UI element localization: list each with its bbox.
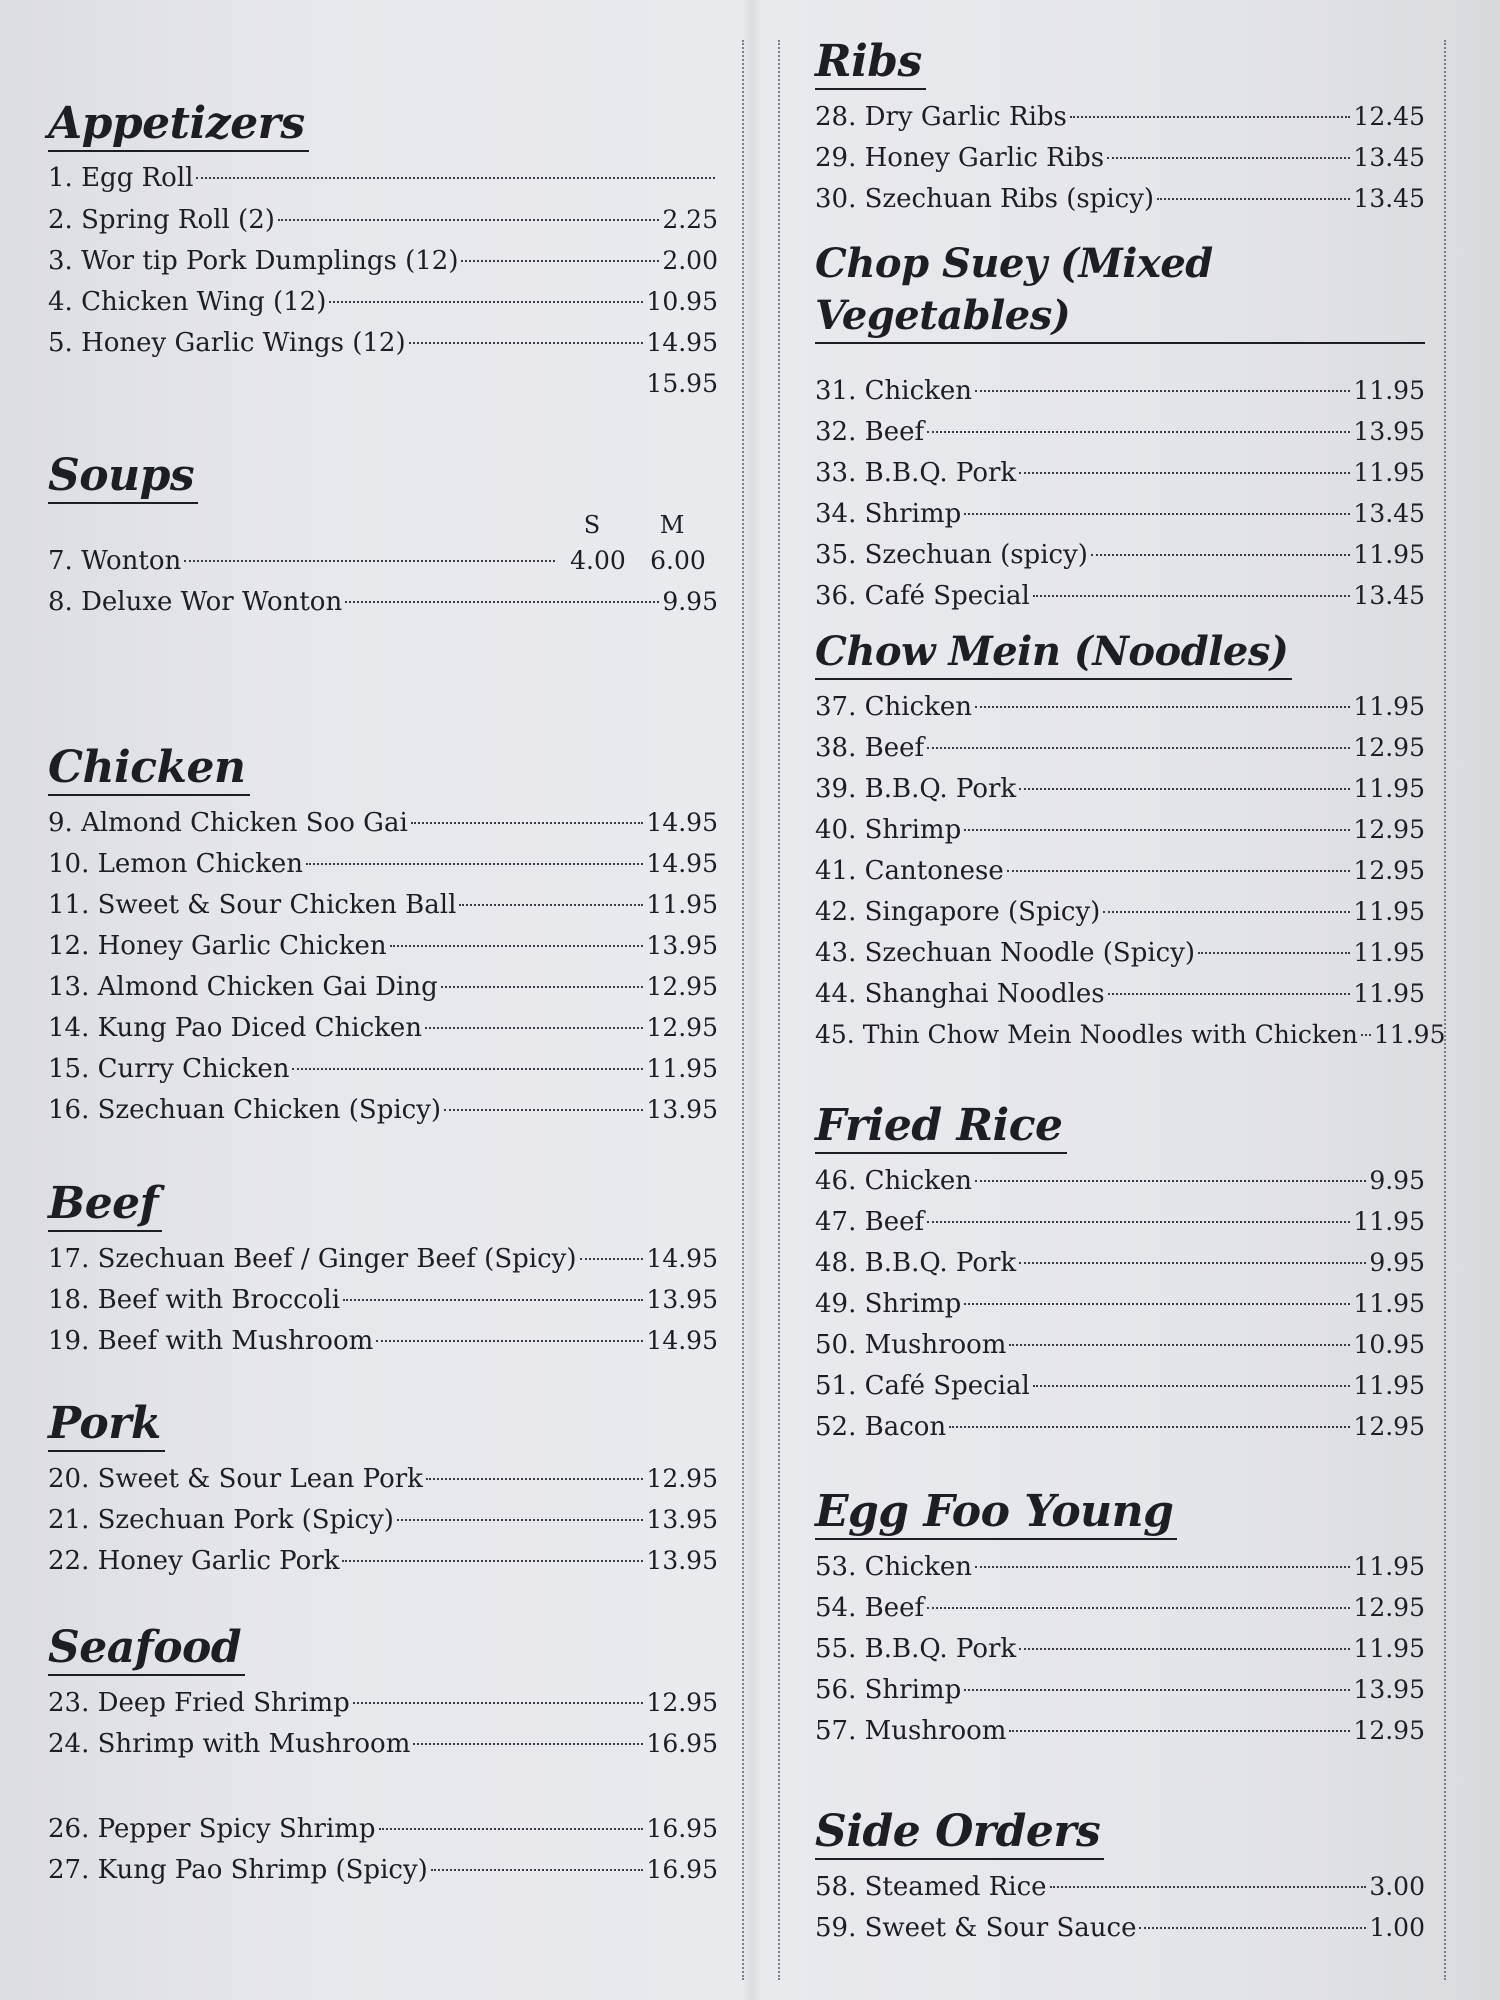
menu-item: 15.95 (646, 369, 718, 398)
menu-item: 33. B.B.Q. Pork 11.95 (815, 458, 1425, 488)
menu-item: 39. B.B.Q. Pork 11.95 (815, 774, 1425, 804)
menu-item: 19. Beef with Mushroom 14.95 (48, 1326, 718, 1356)
menu-item: 18. Beef with Broccoli 13.95 (48, 1285, 718, 1315)
menu-item: 9. Almond Chicken Soo Gai 14.95 (48, 808, 718, 838)
menu-item: 34. Shrimp 13.45 (815, 499, 1425, 529)
menu-item: 50. Mushroom 10.95 (815, 1330, 1425, 1360)
menu-item: 28. Dry Garlic Ribs 12.45 (815, 102, 1425, 132)
menu-item: 27. Kung Pao Shrimp (Spicy) 16.95 (48, 1855, 718, 1885)
menu-item: 21. Szechuan Pork (Spicy) 13.95 (48, 1505, 718, 1535)
section-soups (48, 450, 718, 622)
menu-item: 3. Wor tip Pork Dumplings (12) 2.00 (48, 246, 718, 276)
menu-item: 12. Honey Garlic Chicken 13.95 (48, 931, 718, 961)
section-title: Chicken (48, 742, 250, 796)
menu-item: 8. Deluxe Wor Wonton 9.95 (48, 587, 718, 617)
menu-item: 23. Deep Fried Shrimp 12.95 (48, 1688, 718, 1718)
menu-item: 15. Curry Chicken 11.95 (48, 1054, 718, 1084)
menu-item: 24. Shrimp with Mushroom 16.95 (48, 1729, 718, 1759)
menu-item: 30. Szechuan Ribs (spicy) 13.45 (815, 184, 1425, 214)
menu-item: 53. Chicken 11.95 (815, 1552, 1425, 1582)
section-chow-mein (815, 626, 1446, 1055)
section-pork (48, 1398, 718, 1581)
menu-item: 32. Beef 13.95 (815, 417, 1425, 447)
column-divider-right (778, 40, 780, 1980)
section-chicken (48, 742, 718, 1130)
menu-item: 26. Pepper Spicy Shrimp 16.95 (48, 1814, 718, 1844)
page-edge-rule (1444, 40, 1446, 1980)
menu-item: 5. Honey Garlic Wings (12) 14.95 (48, 328, 718, 358)
section-title: Fried Rice (815, 1100, 1067, 1154)
menu-item: 2. Spring Roll (2) 2.25 (48, 205, 718, 235)
menu-item: 22. Honey Garlic Pork 13.95 (48, 1546, 718, 1576)
menu-item: 4. Chicken Wing (12) 10.95 (48, 287, 718, 317)
menu-item: 36. Café Special 13.45 (815, 581, 1425, 611)
menu-item: 35. Szechuan (spicy) 11.95 (815, 540, 1425, 570)
menu-item: 52. Bacon 12.95 (815, 1412, 1425, 1442)
page-fold (742, 0, 762, 2000)
menu-item: 57. Mushroom 12.95 (815, 1716, 1425, 1746)
menu-item: 40. Shrimp 12.95 (815, 815, 1425, 845)
section-ribs (815, 36, 1425, 219)
section-title: Ribs (815, 36, 926, 90)
section-title: Beef (48, 1178, 162, 1232)
menu-item: 10. Lemon Chicken 14.95 (48, 849, 718, 879)
menu-item: 46. Chicken 9.95 (815, 1166, 1425, 1196)
menu-item: 16. Szechuan Chicken (Spicy) 13.95 (48, 1095, 718, 1125)
menu-item: 47. Beef 11.95 (815, 1207, 1425, 1237)
menu-item: 14. Kung Pao Diced Chicken 12.95 (48, 1013, 718, 1043)
section-appetizers (48, 98, 718, 404)
section-egg-foo-young (815, 1486, 1425, 1751)
menu-item: 43. Szechuan Noodle (Spicy) 11.95 (815, 938, 1425, 968)
section-title: Egg Foo Young (815, 1486, 1177, 1540)
menu-item: 41. Cantonese 12.95 (815, 856, 1425, 886)
menu-item: 48. B.B.Q. Pork 9.95 (815, 1248, 1425, 1278)
section-title: Chow Mein (Noodles) (815, 626, 1292, 680)
menu-item: 29. Honey Garlic Ribs 13.45 (815, 143, 1425, 173)
menu-item: 59. Sweet & Sour Sauce 1.00 (815, 1913, 1425, 1943)
menu-item: 37. Chicken 11.95 (815, 692, 1425, 722)
column-divider-left (742, 40, 744, 1980)
menu-item: 49. Shrimp 11.95 (815, 1289, 1425, 1319)
section-title: Pork (48, 1398, 165, 1452)
menu-item: 1. Egg Roll (48, 158, 718, 199)
menu-item: 17. Szechuan Beef / Ginger Beef (Spicy) 14.95 (48, 1244, 718, 1274)
section-fried-rice (815, 1100, 1425, 1447)
menu-item: 54. Beef 12.95 (815, 1593, 1425, 1623)
section-chop-suey (815, 238, 1425, 616)
menu-item: 42. Singapore (Spicy) 11.95 (815, 897, 1425, 927)
section-title: Appetizers (48, 98, 309, 152)
menu-item: 7. Wonton 4.00 6.00 (48, 546, 706, 576)
menu-item: 55. B.B.Q. Pork 11.95 (815, 1634, 1425, 1664)
section-title: Soups (48, 450, 198, 504)
menu-item: 20. Sweet & Sour Lean Pork 12.95 (48, 1464, 718, 1494)
menu-item: 31. Chicken 11.95 (815, 376, 1425, 406)
menu-item: 13. Almond Chicken Gai Ding 12.95 (48, 972, 718, 1002)
section-title: Seafood (48, 1622, 245, 1676)
size-labels: S M (583, 511, 685, 539)
section-seafood (48, 1622, 718, 1890)
menu-item: 11. Sweet & Sour Chicken Ball 11.95 (48, 890, 718, 920)
section-beef (48, 1178, 718, 1361)
menu-item: 45. Thin Chow Mein Noodles with Chicken 11.95 (815, 1020, 1446, 1049)
section-title: Side Orders (815, 1806, 1104, 1860)
menu-item: 51. Café Special 11.95 (815, 1371, 1425, 1401)
menu-item: 56. Shrimp 13.95 (815, 1675, 1425, 1705)
section-title: Chop Suey (Mixed Vegetables) (815, 238, 1425, 344)
section-side-orders (815, 1806, 1425, 1948)
menu-item: 38. Beef 12.95 (815, 733, 1425, 763)
menu-item: 44. Shanghai Noodles 11.95 (815, 979, 1425, 1009)
menu-item: 58. Steamed Rice 3.00 (815, 1872, 1425, 1902)
